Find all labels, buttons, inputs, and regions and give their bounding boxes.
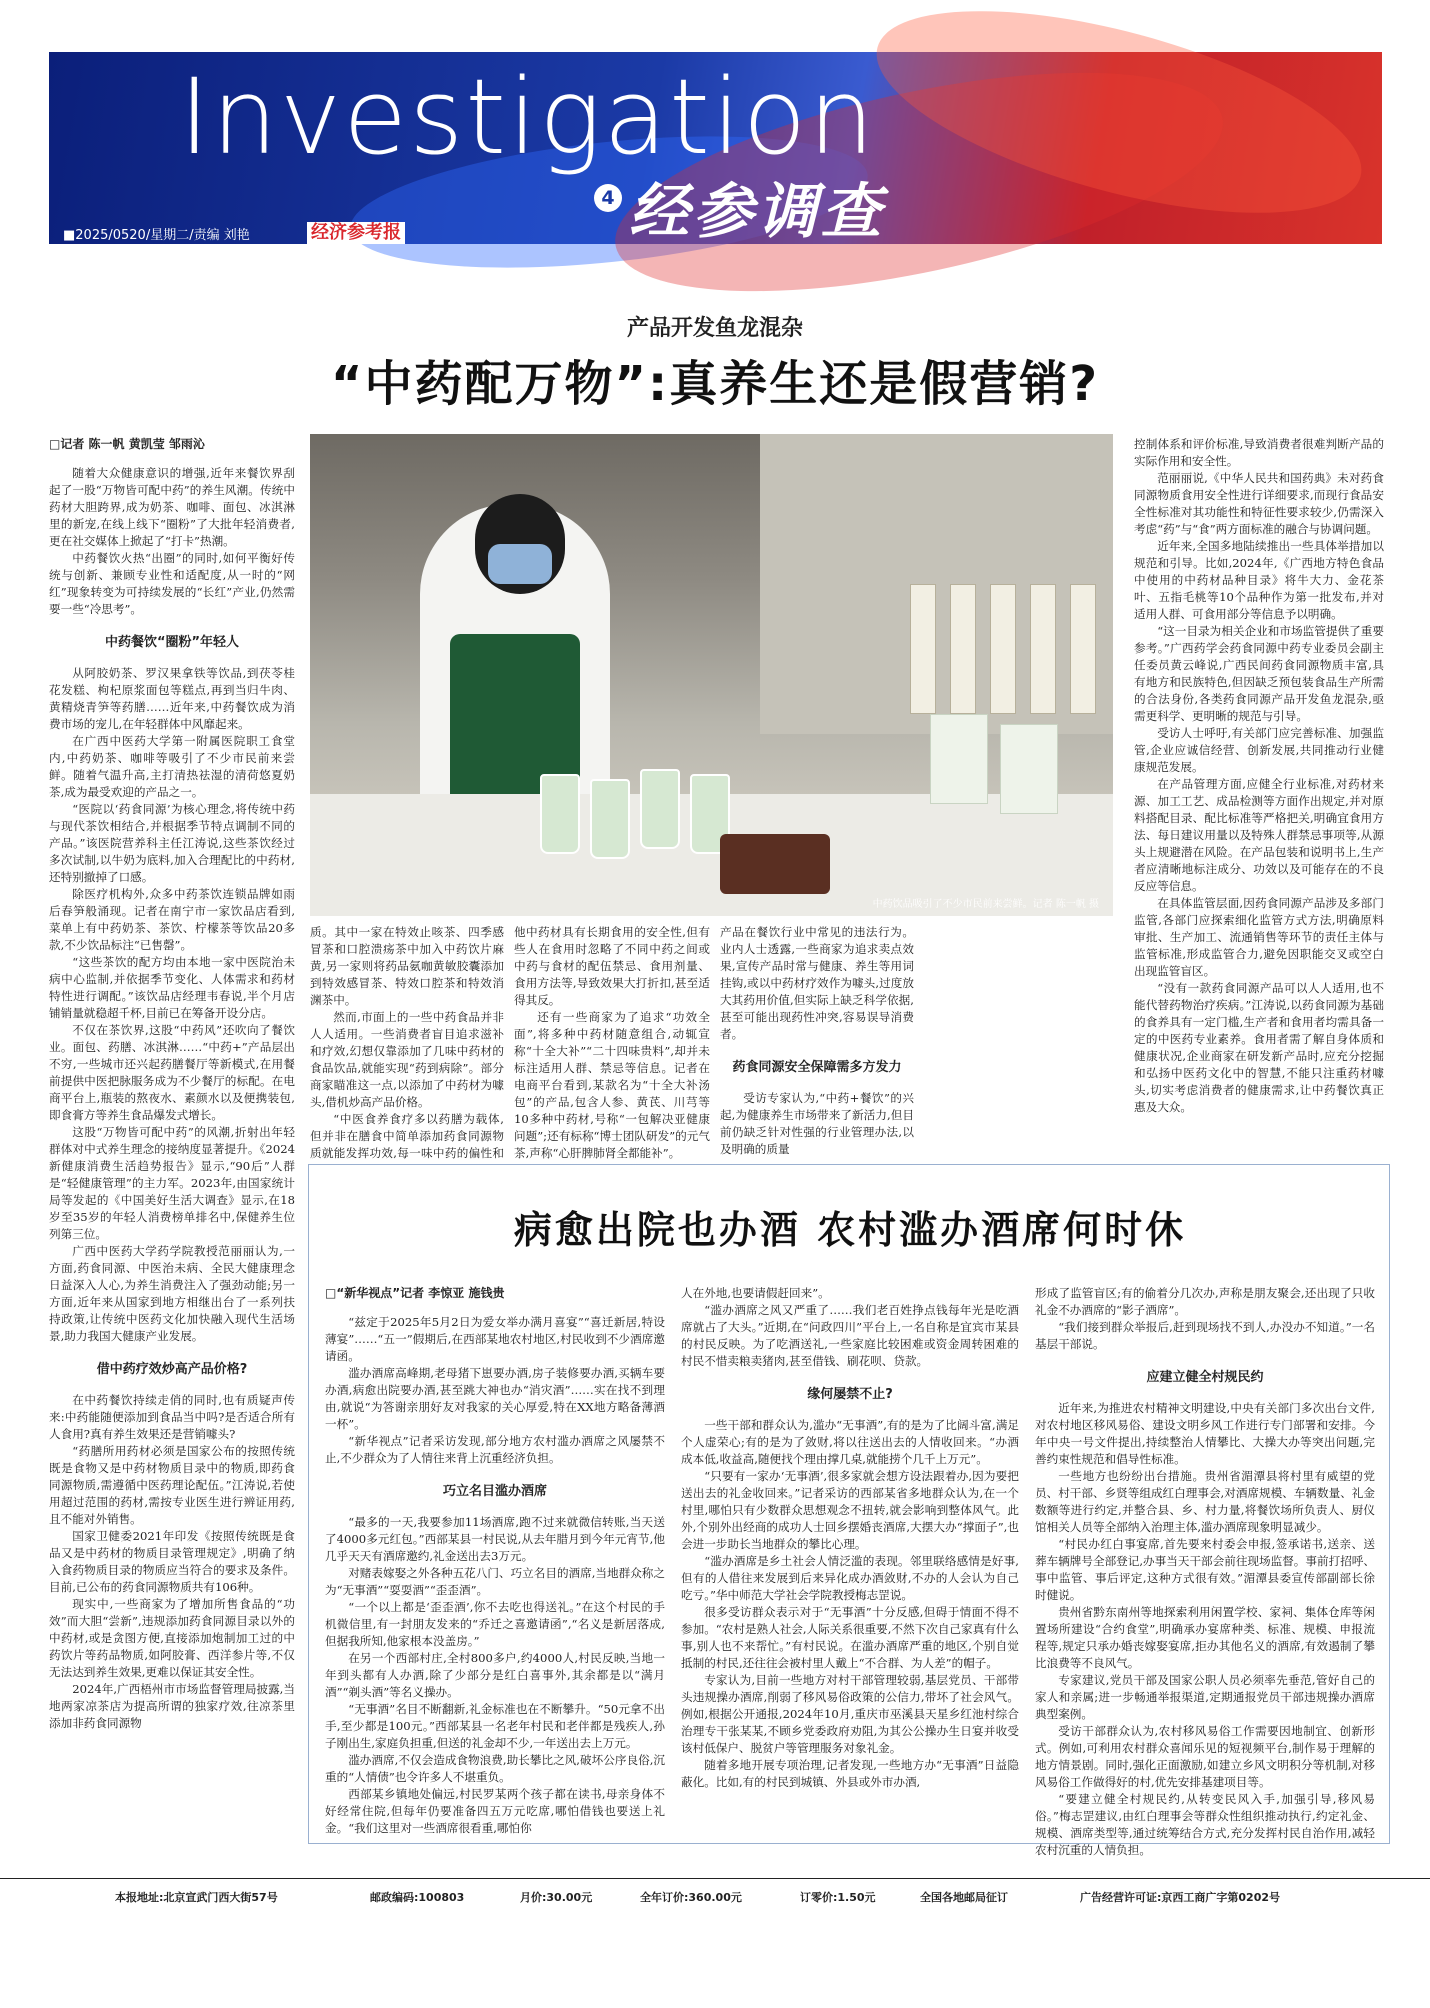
paragraph: 贵州省黔东南州等地探索利用闲置学校、家祠、集体仓库等闲置场所建设“合约食堂”,明确承办宴席种类、标准、规模、申报流程等,规定只承办婚丧嫁娶宴席,拒办其他名义的酒席,有效遏制了攀比浪费等不良风气。: [1035, 1605, 1375, 1670]
paragraph: 这股“万物皆可配中药”的风潮,折射出年轻群体对中式养生理念的接纳度显著提升。《2024新健康消费生活趋势报告》显示,“90后”人群是“轻健康管理”的主力军。2023年,由国家统计局等发起的《中国美好生活大调查》显示,在18岁至35岁的年轻人消费榜单排名中,保健养生位列第三位。: [49, 1125, 295, 1241]
paragraph: 专家建议,党员干部及国家公职人员必须率先垂范,管好自己的家人和亲属;进一步畅通举报渠道,定期通报党员干部违规操办酒席典型案例。: [1035, 1673, 1375, 1721]
paragraph: 在具体监管层面,因药食同源产品涉及多部门监管,各部门应探索细化监管方式方法,明确原料审批、生产加工、流通销售等环节的责任主体与监管标准,形成监管合力,避免因职能交叉或空白出现监管盲区。: [1134, 896, 1384, 978]
photo-cup-stack: [950, 584, 976, 714]
footer-postcode: 邮政编码:100803: [370, 1891, 465, 1904]
paragraph: 滥办酒席高峰期,老母猪下崽要办酒,房子装修要办酒,买辆车要办酒,病愈出院要办酒,甚至跳大神也办“消灾酒”……实在找不到理由,就说“为答谢亲朋好友对我家的关心厚爱,特在XX地方略备薄酒一杯”。: [325, 1366, 665, 1431]
photo-cup: [590, 779, 630, 859]
subheading: 缘何屡禁不止?: [807, 1387, 893, 1402]
paragraph: 在中药餐饮持续走俏的同时,也有质疑声传来:中药能随便添加到食品当中吗?是否适合所有人食用?真有养生效果还是营销噱头?: [49, 1393, 295, 1441]
subheading: 借中药疗效炒高产品价格?: [96, 1362, 248, 1377]
footer-yearly-price: 全年订价:360.00元: [640, 1891, 742, 1904]
paragraph: 对赌表嫁娶之外各种五花八门、巧立名目的酒席,当地群众称之为“无事酒”“耍耍酒”“歪歪酒”。: [325, 1566, 665, 1597]
newspaper-logo: 经济参考报: [307, 222, 405, 244]
subheading: 巧立名目滥办酒席: [442, 1484, 547, 1499]
paragraph: “滥办酒席之风又严重了……我们老百姓挣点钱每年光是吃酒席就占了大头。”近期,在“问政四川”平台上,一名自称是宜宾市某县的村民反映。为了吃酒送礼,一些家庭比较困难或资金周转困难的村民不惜卖粮卖猪肉,甚至借钱、刷花呗、贷款。: [681, 1303, 1019, 1368]
paragraph: 专家认为,目前一些地方对村干部管理较弱,基层党员、干部带头违规操办酒席,削弱了移风易俗政策的公信力,带坏了社会风气。例如,根据公开通报,2024年10月,重庆市巫溪县天星乡红池村综合治理专干张某某,不顾乡党委政府劝阻,为其公公操办生日宴并收受该村低保户、脱贫户等管理服务对象礼金。: [681, 1673, 1019, 1755]
article-column-1: [49, 436, 295, 1856]
paragraph: “新华视点”记者采访发现,部分地方农村滥办酒席之风屡禁不止,不少群众为了人情往来背上沉重经济负担。: [325, 1434, 665, 1465]
paragraph: 人在外地,也要请假赶回来”。: [681, 1286, 830, 1300]
paragraph: 受访人士呼吁,有关部门应完善标准、加强监管,企业应诚信经营、创新发展,共同推动行业健康规范发展。: [1134, 726, 1384, 774]
paragraph: “一个以上都是‘歪歪酒’,你不去吃也得送礼。”在这个村民的手机微信里,有一封朋友发来的“乔迁之喜邀请函”,“名义是新居落成,但据我所知,他家根本没盖房。”: [325, 1600, 665, 1648]
subheading: 药食同源安全保障需多方发力: [732, 1060, 902, 1075]
paragraph: 随着多地开展专项治理,记者发现,一些地方办“无事酒”日益隐蔽化。比如,有的村民到城镇、外县或外市办酒,: [681, 1758, 1019, 1789]
paragraph: 范丽丽说,《中华人民共和国药典》未对药食同源物质食用安全性进行详细要求,而现行食品安全性标准对其功能性和特征性要求较少,仍需深入考虑“药”与“食”两方面标准的融合与协调问题。: [1134, 471, 1384, 536]
paragraph: 质。其中一家在特效止咳茶、四季感冒茶和口腔溃疡茶中加入中药饮片麻黄,另一家则将药品氨咖黄敏胶囊添加到特效感冒茶、特效口腔茶和特效消渊茶中。: [310, 925, 504, 1007]
boxed-article: [308, 1164, 1390, 1857]
article-headline: “中药配万物”:真养生还是假营销?: [330, 356, 1100, 412]
photo-wall: [760, 434, 1113, 734]
paragraph: 2024年,广西梧州市市场监督管理局披露,当地两家凉茶店为提高所谓的独家疗效,往凉茶里添加非药食同源物: [49, 1682, 295, 1730]
page-number: 4: [594, 184, 622, 212]
boxed-column-1: [325, 1285, 665, 1833]
paragraph: “医院以‘药食同源’为核心理念,将传统中药与现代茶饮相结合,并根据季节特点调制不同的产品。”该医院营养科主任江涛说,这些茶饮经过多次试制,以牛奶为底料,加入合理配比的中药材,还特别撤掉了口感。: [49, 802, 295, 884]
paragraph: “中医食养食疗多以药膳为载体,但并非在膳食中简单添加药食同源物质就能发挥功效,每一味中药的偏性和: [310, 1112, 504, 1160]
subheading: 应建立健全村规民约: [1146, 1370, 1264, 1385]
article-byline: □记者 陈一帆 黄凯莹 邹雨沁: [49, 437, 205, 451]
photo-cup-stack: [990, 584, 1016, 714]
paragraph: 产品在餐饮行业中常见的违法行为。业内人士透露,一些商家为追求卖点效果,宣传产品时常与健康、养生等用词挂钩,或以中药材疗效作为噱头,过度放大其药用价值,但实际上缺乏科学依据,甚至可能出现药性冲突,容易误导消费者。: [720, 925, 914, 1041]
paragraph: 受访干部群众认为,农村移风易俗工作需要因地制宜、创新形式。例如,可利用农村群众喜闻乐见的短视频平台,制作易于理解的地方情景剧。同时,强化正面激励,如建立乡风文明积分等机制,对移风易俗工作做得好的村,优先安排基建项目等。: [1035, 1724, 1375, 1789]
paragraph: 除医疗机构外,众多中药茶饮连锁品牌如雨后春笋般涌现。记者在南宁市一家饮品店看到,菜单上有中药奶茶、茶饮、柠檬茶等饮品20多款,不少饮品标注“已售罄”。: [49, 887, 295, 952]
boxed-byline: □“新华视点”记者 李惊亚 施钱贵: [325, 1286, 505, 1300]
article-kicker: 产品开发鱼龙混杂: [626, 316, 803, 341]
paragraph: 还有一些商家为了追求“功效全面”,将多种中药材随意组合,动辄宣称“十全大补”“二十四味贵料”,却并未标注适用人群、禁忌等信息。记者在电商平台看到,某款名为“十全大补汤包”的产品,包含人参、黄芪、川芎等10多种中药材,号称“一包解决亚健康问题”;还有标称“博士团队研发”的元气茶,声称“心肝脾肺肾全都能补”。: [514, 1010, 710, 1160]
article-column-4: [720, 924, 914, 1156]
footer-distribution: 全国各地邮局征订: [920, 1891, 1008, 1904]
paragraph: “只要有一家办‘无事酒’,很多家就会想方设法跟着办,因为要把送出去的礼金收回来。”记者采访的西部某省多地群众认为,在一个村里,哪怕只有少数群众思想观念不扭转,就会影响到整体风气。此外,个别外出经商的成功人士回乡摆婚丧酒席,大摆大办“撑面子”,也会进一步助长当地群众的攀比心理。: [681, 1469, 1019, 1551]
paragraph: 一些干部和群众认为,滥办“无事酒”,有的是为了比阔斗富,满足个人虚荣心;有的是为了敛财,将以往送出去的人情收回来。“办酒成本低,收益高,随便找个理由撑几桌,就能捞个几千上万元”。: [681, 1418, 1019, 1466]
boxed-column-3: [1035, 1285, 1375, 1857]
paragraph: “这些茶饮的配方均由本地一家中医院治未病中心监制,并依据季节变化、人体需求和药材特性进行调配。”该饮品店经理韦春说,半个月店铺销量就稳超千杯,目前已在筹备开设分店。: [49, 955, 295, 1020]
subheading: 中药餐饮“圈粉”年轻人: [104, 635, 240, 650]
paragraph: 受访专家认为,“中药+餐饮”的兴起,为健康养生市场带来了新活力,但目前仍缺乏针对性强的行业管理办法,以及明确的质量: [720, 1091, 914, 1156]
paragraph: 近年来,全国多地陆续推出一些具体举措加以规范和引导。比如,2024年,《广西地方特色食品中使用的中药材品种目录》将牛大力、金花茶叶、五指毛桃等10个品种作为第一批发布,并对适用人群、可食用部分等信息予以明确。: [1134, 539, 1384, 621]
paragraph: “没有一款药食同源产品可以人人适用,也不能代替药物治疗疾病。”江涛说,以药食同源为基础的食养具有一定门槛,生产者和食用者均需具备一定的中医药专业素养。食用者需了解自身体质和健康状况,企业商家在研发新产品时,应充分挖掘和弘扬中医药文化中的智慧,不能只注重药材噱头,切实考虑消费者的健康需求,让中药餐饮真正惠及大众。: [1134, 981, 1384, 1114]
paragraph: “药膳所用药材必须是国家公布的按照传统既是食物又是中药材物质目录中的物质,即药食同源物质,需遵循中医药理论配伍。”江涛说,若使用超过范围的药材,需按专业医生进行辨证用药,且不能对外销售。: [49, 1444, 295, 1526]
paragraph: 在产品管理方面,应健全行业标准,对药材来源、加工工艺、成品检测等方面作出规定,并对原料搭配目录、配比标准等严格把关,明确宜食用方法、每日建议用量以及特殊人群禁忌事项等,从源头上规避潜在风险。在产品包装和说明书上,生产者应清晰地标注成分、功效以及可能存在的不良反应等信息。: [1134, 777, 1384, 893]
boxed-article-title: 病愈出院也办酒 农村滥办酒席何时休: [513, 1207, 1187, 1252]
paragraph: 随着大众健康意识的增强,近年来餐饮界刮起了一股“万物皆可配中药”的养生风潮。传统中药材大胆跨界,成为奶茶、咖啡、面包、冰淇淋里的新宠,在线上线下“圈粉”了大批年轻消费者,更在社交媒体上掀起了“打卡”热潮。: [49, 466, 295, 548]
paragraph: 在另一个西部村庄,全村800多户,约4000人,村民反映,当地一年到头都有人办酒,除了少部分是红白喜事外,其余都是以“满月酒”“剃头酒”等名义操办。: [325, 1651, 665, 1699]
paragraph: 现实中,一些商家为了增加所售食品的“功效”而大胆“尝新”,违规添加药食同源目录以外的中药材,或是贪图方便,直接添加炮制加工过的中药饮片等药品物质,如阿胶膏、西洋参片等,不仅无法达到养生效果,更难以保证其安全性。: [49, 1597, 295, 1679]
paragraph: 形成了监管盲区;有的偷着分几次办,声称是朋友聚会,还出现了只收礼金不办酒席的“影子酒席”。: [1035, 1286, 1375, 1317]
paragraph: “无事酒”名目不断翻新,礼金标准也在不断攀升。“50元拿不出手,至少都是100元。”西部某县一名老年村民和老伴都是残疾人,孙子刚出生,家庭负担重,但送的礼金却不少,一年送出去上万元。: [325, 1702, 665, 1750]
photo-cup-stack: [1070, 584, 1096, 714]
article-photo: [310, 434, 1113, 916]
paragraph: “要建立健全村规民约,从转变民风入手,加强引导,移风易俗。”梅志罡建议,由红白理事会等群众性组织推动执行,约定礼金、规模、酒席类型等,通过统筹结合方式,充分发挥村民自治作用,减轻农村沉重的人情负担。: [1035, 1792, 1375, 1857]
paragraph: “我们接到群众举报后,赶到现场找不到人,办没办不知道。”一名基层干部说。: [1035, 1320, 1375, 1351]
photo-cup: [540, 774, 580, 854]
paragraph: 滥办酒席,不仅会造成食物浪费,助长攀比之风,破坏公序良俗,沉重的“人情债”也令许多人不堪重负。: [325, 1753, 665, 1784]
paragraph: 中药餐饮火热“出圈”的同时,如何平衡好传统与创新、兼顾专业性和适配度,从一时的“网红”现象转变为可持续发展的“长红”产业,仍然需要一些“冷思考”。: [49, 551, 295, 616]
paragraph: 他中药材具有长期食用的安全性,但有些人在食用时忽略了不同中药之间或中药与食材的配伍禁忌、食用剂量、食用方法等,导致效果大打折扣,甚至适得其反。: [514, 925, 710, 1007]
paragraph: “最多的一天,我要参加11场酒席,跑不过来就微信转账,当天送了4000多元红包。”西部某县一村民说,从去年腊月到今年元宵节,他几乎天天有酒席邀约,礼金送出去3万元。: [325, 1515, 665, 1563]
paragraph: 西部某乡镇地处偏远,村民罗某两个孩子都在读书,母亲身体不好经常住院,但每年仍要准备四五万元吃席,哪怕借钱也要送上礼金。“我们这里对一些酒席很看重,哪怕你: [325, 1787, 665, 1835]
article-column-5: [1134, 436, 1384, 1150]
photo-cup-stack: [1030, 584, 1056, 714]
paragraph: 控制体系和评价标准,导致消费者很难判断产品的实际作用和安全性。: [1134, 437, 1384, 468]
footer-single-price: 订零价:1.50元: [800, 1891, 876, 1904]
paragraph: 近年来,为推进农村精神文明建设,中央有关部门多次出台文件,对农村地区移风易俗、建设文明乡风工作进行专门部署和安排。今年中央一号文件提出,持续整治人情攀比、大操大办等突出问题,完善约束性规范和倡导性标准。: [1035, 1401, 1375, 1466]
photo-bag: [930, 714, 988, 804]
article-column-2: [310, 924, 504, 1160]
photo-cup-stack: [910, 584, 936, 714]
photo-box: [720, 834, 830, 894]
paragraph: 在广西中医药大学第一附属医院职工食堂内,中药奶茶、咖啡等吸引了不少市民前来尝鲜。随着气温升高,主打清热祛湿的清荷悠夏奶茶,成为最受欢迎的产品之一。: [49, 734, 295, 799]
footer-address: 本报地址:北京宣武门西大街57号: [115, 1891, 278, 1904]
paragraph: 不仅在茶饮界,这股“中药风”还吹向了餐饮业。面包、药膳、冰淇淋……“中药+”产品层出不穷,一些城市还兴起药膳餐厅等新模式,在用餐前提供中医把脉服务成为不少餐厅的标配。在电商平台上,瓶装的熬夜水、素颜水以及便携装包,即食膏方等养生食品爆发式增长。: [49, 1023, 295, 1122]
paragraph: 国家卫健委2021年印发《按照传统既是食品又是中药材的物质目录管理规定》,明确了纳入食药物质目录的物质应当符合的要求及条件。目前,已公布的药食同源物质共有106种。: [49, 1529, 295, 1594]
paragraph: 一些地方也纷纷出台措施。贵州省湄潭县将村里有威望的党员、村干部、乡贤等组成红白理事会,对酒席规模、车辆数量、礼金数额等进行约定,并整合县、乡、村力量,将餐饮场所负责人、厨仪馆相关人员等全部纳入治理主体,滥办酒席现象明显减少。: [1035, 1469, 1375, 1534]
section-banner: [49, 52, 1382, 247]
photo-mask: [488, 544, 552, 584]
paragraph: “村民办红白事宴席,首先要来村委会申报,签承诺书,送亲、送葬车辆牌号全部登记,办事当天干部会前往现场监督。事前打招呼、事中监管、事后评定,这种方式很有效。”湄潭县委宣传部副部长徐时健说。: [1035, 1537, 1375, 1602]
paragraph: 然而,市面上的一些中药食品并非人人适用。一些消费者盲目追求滋补和疗效,幻想仅靠添加了几味中药材的食品饮品,就能实现“药到病除”。部分商家瞄准这一点,以添加了中药材为噱头,借机炒高产品价格。: [310, 1010, 504, 1109]
paragraph: 很多受访群众表示对于“无事酒”十分反感,但碍于情面不得不参加。“农村是熟人社会,人际关系很重要,不然下次自己家真有什么事,别人也不来帮忙。”有村民说。在滥办酒席严重的地区,个别自觉抵制的村民,还往往会被村里人戴上“不合群、为人差”的帽子。: [681, 1605, 1019, 1670]
photo-cup: [640, 769, 680, 849]
article-column-3: [514, 924, 710, 1160]
photo-caption: 中药饮品吸引了不少市民前来尝鲜。记者 陈一帆 摄: [872, 899, 1099, 910]
paragraph: “兹定于2025年5月2日为爱女举办满月喜宴”“喜迁新居,特设薄宴”……“五一”假期后,在西部某地农村地区,村民收到不少酒席邀请函。: [325, 1315, 665, 1363]
paragraph: “滥办酒席是乡土社会人情泛滥的表现。邻里联络感情是好事,但有的人借往来发展到后来异化成办酒敛财,不办的人会认为自己吃亏。”华中师范大学社会学院教授梅志罡说。: [681, 1554, 1019, 1602]
boxed-column-2: [681, 1285, 1019, 1833]
issue-meta: ■2025/0520/星期二/责编 刘艳: [63, 228, 250, 243]
paragraph: “这一目录为相关企业和市场监管提供了重要参考。”广西药学会药食同源中药专业委员会副主任委员黄云峰说,广西民间药食同源物质丰富,具有地方和民族特色,但因缺乏预包装食品生产所需的合法身份,各类药食同源产品开发鱼龙混杂,亟需更科学、更明晰的规范与引导。: [1134, 624, 1384, 723]
paragraph: 从阿胶奶茶、罗汉果拿铁等饮品,到茯苓桂花发糕、枸杞原浆面包等糕点,再到当归牛肉、黄精烧青笋等药膳……近年来,中药餐饮成为消费市场的宠儿,在年轻群体中风靡起来。: [49, 666, 295, 731]
section-title: 经参调查: [629, 177, 885, 247]
footer-monthly-price: 月价:30.00元: [520, 1891, 593, 1904]
page-footer: [0, 1878, 1430, 1908]
banner-latin-title: Investigation: [179, 56, 877, 178]
footer-license: 广告经营许可证:京西工商广字第0202号: [1080, 1891, 1281, 1904]
photo-bag: [1000, 724, 1058, 814]
paragraph: 广西中医药大学药学院教授范丽丽认为,一方面,药食同源、中医治未病、全民大健康理念日益深入人心,为养生消费注入了强劲动能;另一方面,近年来从国家到地方相继出台了一系列扶持政策,让传统中医药文化加快融入现代生活场景,助力我国大健康产业发展。: [49, 1244, 295, 1343]
